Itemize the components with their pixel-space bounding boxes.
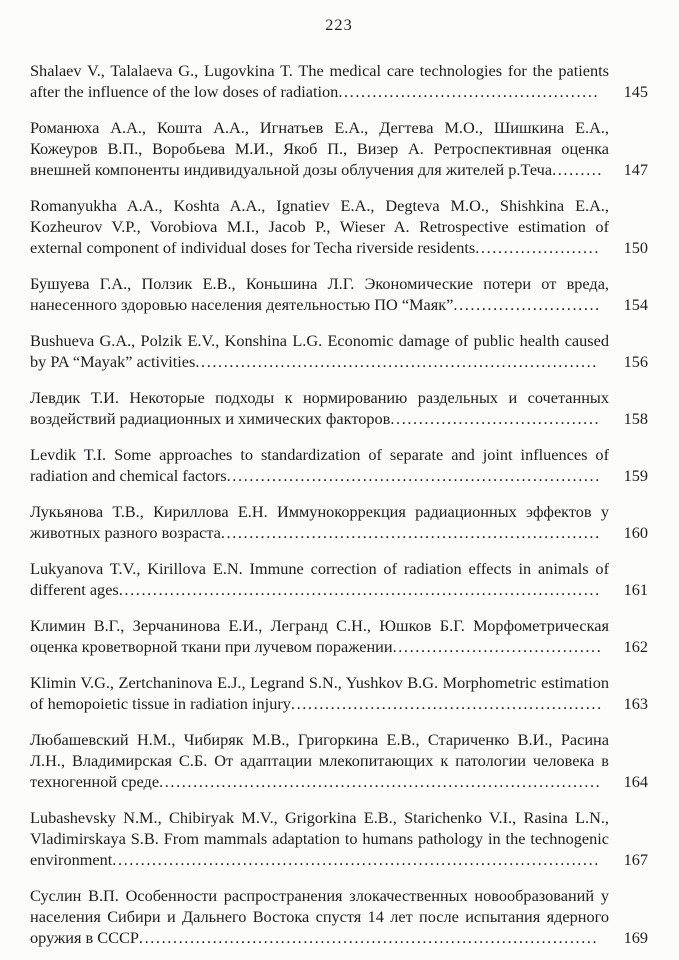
entry-text: Klimin V.G., Zertchaninova E.J., Legrand S.N., Yushkov B.G. Morphometric estimation of hemopoietic tissue in radiation injury [30,673,609,713]
toc-entry [30,672,648,714]
entry-text: Lubashevsky N.M., Chibiryak M.V., Grigorkina E.B., Starichenko V.I., Rasina L.N., Vladimirskaya S.B. From mammals adaptation to humans pathology in the technogenic environment [30,808,609,869]
entry-page-number: 159 [623,466,648,485]
entry-body [30,330,609,372]
entry-text: Любашевский Н.М., Чибиряк М.В., Григоркина Е.В., Стариченко В.И., Расина Л.Н., Владимирская С.Б. От адаптации млекопитающих к патологии человека в техногенной среде [30,730,609,791]
entry-body [30,807,609,870]
entry-text: Shalaev V., Talalaeva G., Lugovkina T. The medical care technologies for the patients after the influence of the low doses of radiation [30,61,609,101]
toc-entry [30,444,648,486]
toc-entry [30,273,648,315]
toc-entry [30,501,648,543]
entry-text: Levdik T.I. Some approaches to standardization of separate and joint influences of radiation and chemical factors [30,445,609,485]
toc-entry [30,558,648,600]
entry-body [30,273,609,315]
entry-body [30,615,609,657]
dot-leader: ...................... [475,238,601,257]
entry-page-number: 150 [623,238,648,257]
dot-leader: ..................................... [390,409,601,428]
entry-body [30,885,609,948]
dot-leader: ....................................................... [290,694,603,713]
entry-page-number: 161 [623,580,648,599]
page-number-header: 223 [325,15,353,34]
toc-entry [30,807,648,870]
toc-entry [30,885,648,948]
entry-body [30,387,609,429]
entry-text: Климин В.Г., Зерчанинова Е.И., Легранд С.Н., Юшков Б.Г. Морфометрическая оценка кроветворной ткани при лучевом поражении [30,616,609,656]
entry-page-number: 162 [623,637,648,656]
dot-leader: .................................................................. [226,466,601,485]
dot-leader: ................................................................... [220,523,601,542]
entry-text: Бушуева Г.А., Ползик Е.В., Коньшина Л.Г. Экономические потери от вреда, нанесенного здоровью населения деятельностью ПО “Маяк” [30,274,609,314]
toc-entry [30,729,648,792]
dot-leader: ...................................................................................... [112,850,600,869]
entry-body [30,501,609,543]
entry-page-number: 163 [623,694,648,713]
entry-text: Lukyanova T.V., Kirillova E.N. Immune correction of radiation effects in animals of different ages [30,559,609,599]
entry-body [30,672,609,714]
entry-body [30,60,609,102]
entry-text: Суслин В.П. Особенности распространения злокачественных новообразований у населения Сибири и Дальнего Востока спустя 14 лет после испытания ядерного оружия в СССР [30,886,609,947]
dot-leader: ..................................................................................... [118,580,601,599]
dot-leader: .............................................................................. [159,772,602,791]
entry-body [30,195,609,258]
dot-leader: ....................................................................... [195,352,598,371]
entry-text: Лукьянова Т.В., Кириллова Е.Н. Иммунокоррекция радиационных эффектов у животных разного возраста [30,502,609,542]
entry-body [30,444,609,486]
dot-leader: ......... [552,160,604,179]
entry-page-number: 160 [623,523,648,542]
entry-body [30,729,609,792]
toc-entry [30,615,648,657]
toc-entry [30,117,648,180]
entry-page-number: 145 [623,82,648,101]
entry-page-number: 147 [623,160,648,179]
entry-page-number: 158 [623,409,648,428]
toc-entry [30,195,648,258]
entry-body [30,117,609,180]
entry-page-number: 156 [623,352,648,371]
dot-leader: .......................... [453,295,601,314]
toc-entry [30,387,648,429]
entry-page-number: 154 [623,295,648,314]
toc-list [30,60,648,948]
entry-text: Левдик Т.И. Некоторые подходы к нормированию раздельных и сочетанных воздействий радиационных и химических факторов [30,388,609,428]
toc-entry [30,60,648,102]
entry-page-number: 167 [623,850,648,869]
toc-entry [30,330,648,372]
entry-text: Романюха А.А., Кошта А.А., Игнатьев Е.А., Дегтева М.О., Шишкина Е.А., Кожеуров В.П., Воробьева М.И., Якоб П., Визер А. Ретроспективная оценка внешней компоненты индивидуальной дозы облучения для жителей р.Теча [30,118,609,179]
entry-page-number: 164 [623,772,648,791]
entry-text: Bushueva G.A., Polzik E.V., Konshina L.G. Economic damage of public health caused by PA “Mayak” activities [30,331,609,371]
dot-leader: ................................................................................. [138,928,599,947]
dot-leader: .............................................. [338,82,600,101]
entry-body [30,558,609,600]
dot-leader: ..................................... [392,637,603,656]
entry-page-number: 169 [623,928,648,947]
entry-text: Romanyukha A.A., Koshta A.A., Ignatiev E.A., Degteva M.O., Shishkina E.A., Kozheurov V.P., Vorobiova M.I., Jacob P., Wieser A. Retrospective estimation of external component of individual doses for Techa riverside residents [30,196,609,257]
